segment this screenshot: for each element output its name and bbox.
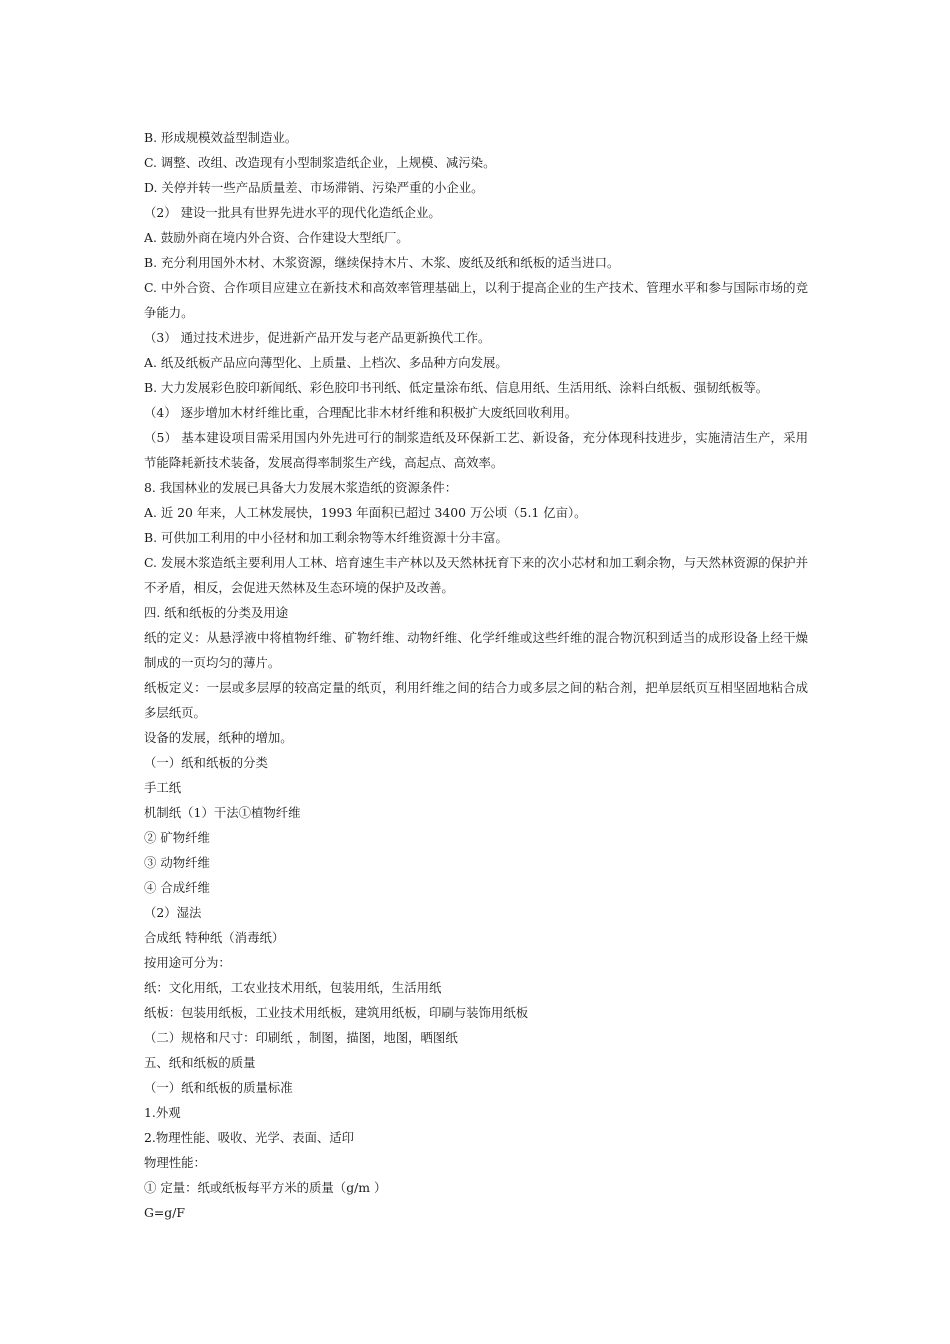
subsection-heading: （二）规格和尺寸：印刷纸 ，制图，描图，地图，晒图纸 [144,1030,458,1045]
text-line: ① 定量：纸或纸板每平方米的质量（g/m ） [144,1180,387,1195]
text-line: A. 鼓励外商在境内外合资、合作建设大型纸厂。 [144,230,409,245]
text-line: 2.物理性能、吸收、光学、表面、适印 [144,1130,355,1145]
text-paragraph: 纸板定义：一层或多层厚的较高定量的纸页，利用纤维之间的结合力或多层之间的粘合剂，把单层纸页互相坚固地粘合成多层纸页。 [144,680,808,720]
text-line: （4） 逐步增加木材纤维比重，合理配比非木材纤维和积极扩大废纸回收利用。 [144,405,578,420]
text-line: （3） 通过技术进步，促进新产品开发与老产品更新换代工作。 [144,330,491,345]
text-line: 纸：文化用纸，工农业技术用纸，包装用纸，生活用纸 [144,980,442,995]
text-line: ③ 动物纤维 [144,855,210,870]
text-line: C. 调整、改组、改造现有小型制浆造纸企业，上规模、减污染。 [144,155,496,170]
text-line: 8. 我国林业的发展已具备大力发展木浆造纸的资源条件： [144,480,458,495]
text-line: （2） 建设一批具有世界先进水平的现代化造纸企业。 [144,205,441,220]
text-line: 纸板：包装用纸板，工业技术用纸板，建筑用纸板，印刷与装饰用纸板 [144,1005,529,1020]
formula-line: G=g/F [144,1205,185,1220]
text-line: B. 形成规模效益型制造业。 [144,130,298,145]
text-line: ④ 合成纤维 [144,880,210,895]
text-line: 手工纸 [144,780,182,795]
subsection-heading: （一）纸和纸板的分类 [144,755,268,770]
section-heading: 四. 纸和纸板的分类及用途 [144,605,289,620]
text-paragraph: C. 发展木浆造纸主要利用人工林、培育速生丰产林以及天然林抚育下来的次小芯材和加工剩余物，与天然林资源的保护并不矛盾，相反，会促进天然林及生态环境的保护及改善。 [144,555,808,595]
text-line: A. 纸及纸板产品应向薄型化、上质量、上档次、多品种方向发展。 [144,355,508,370]
text-line: 1.外观 [144,1105,181,1120]
text-line: （2）湿法 [144,905,202,920]
text-line: 物理性能： [144,1155,206,1170]
text-line: ② 矿物纤维 [144,830,210,845]
text-line: B. 可供加工利用的中小径材和加工剩余物等木纤维资源十分丰富。 [144,530,508,545]
text-line: B. 大力发展彩色胶印新闻纸、彩色胶印书刊纸、低定量涂布纸、信息用纸、生活用纸、涂料白纸板、强韧纸板等。 [144,380,769,395]
text-line: B. 充分利用国外木材、木浆资源，继续保持木片、木浆、废纸及纸和纸板的适当进口。 [144,255,620,270]
subsection-heading: （一）纸和纸板的质量标准 [144,1080,293,1095]
document-body [144,125,808,1225]
text-line: 按用途可分为： [144,955,231,970]
text-line: A. 近 20 年来，人工林发展快，1993 年面积已超过 3400 万公顷（5.1 亿亩）。 [144,505,587,520]
text-line: 合成纸 特种纸（消毒纸） [144,930,285,945]
text-line: D. 关停并转一些产品质量差、市场滞销、污染严重的小企业。 [144,180,484,195]
section-heading: 五、纸和纸板的质量 [144,1055,256,1070]
text-paragraph: C. 中外合资、合作项目应建立在新技术和高效率管理基础上，以利于提高企业的生产技术、管理水平和参与国际市场的竞争能力。 [144,280,808,320]
text-line: 设备的发展，纸种的增加。 [144,730,293,745]
text-paragraph: 纸的定义：从悬浮液中将植物纤维、矿物纤维、动物纤维、化学纤维或这些纤维的混合物沉积到适当的成形设备上经干燥制成的一页均匀的薄片。 [144,630,808,670]
text-line: 机制纸（1）干法①植物纤维 [144,805,301,820]
text-paragraph: （5） 基本建设项目需采用国内外先进可行的制浆造纸及环保新工艺、新设备，充分体现科技进步，实施清洁生产，采用节能降耗新技术装备，发展高得率制浆生产线，高起点、高效率。 [144,430,808,470]
